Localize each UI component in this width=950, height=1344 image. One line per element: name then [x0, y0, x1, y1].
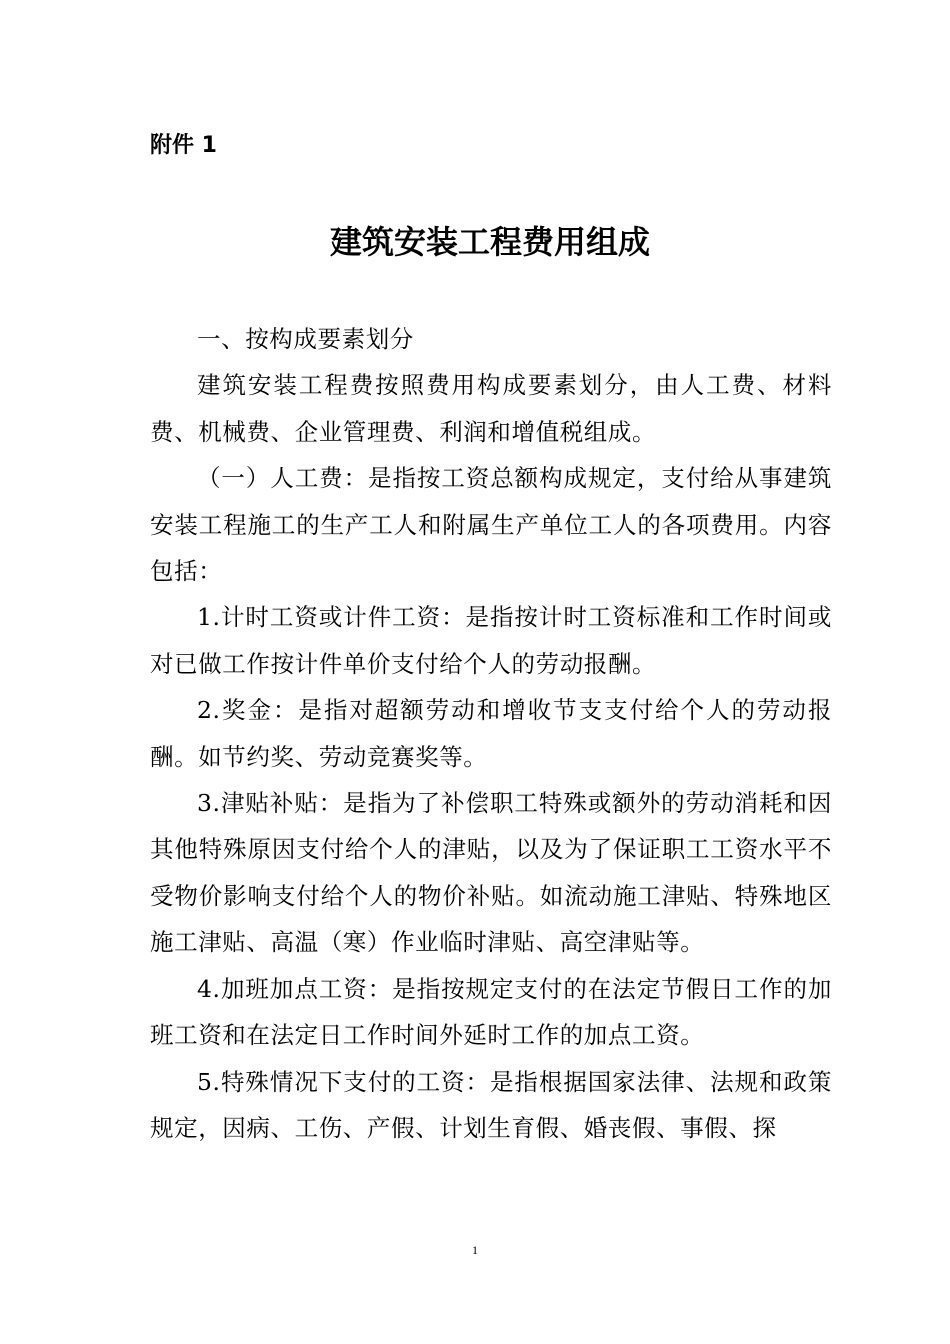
paragraph: 2.奖金：是指对超额劳动和增收节支支付给个人的劳动报酬。如节约奖、劳动竞赛奖等。 — [150, 696, 832, 771]
paragraph: 1.计时工资或计件工资：是指按计时工资标准和工作时间或对已做工作按计件单价支付给个人的劳动报酬。 — [150, 603, 832, 678]
body-text — [150, 316, 832, 1151]
paragraph: 5.特殊情况下支付的工资：是指根据国家法律、法规和政策规定，因病、工伤、产假、计划生育假、婚丧假、事假、探 — [150, 1067, 832, 1142]
paragraph: 4.加班加点工资：是指按规定支付的在法定节假日工作的加班工资和在法定日工作时间外延时工作的加点工资。 — [150, 974, 832, 1050]
attachment-label: 附件 1 — [150, 133, 217, 158]
section-heading: 一、按构成要素划分 — [197, 325, 414, 353]
paragraph: 建筑安装工程费按照费用构成要素划分，由人工费、材料费、机械费、企业管理费、利润和增值税组成。 — [150, 371, 832, 446]
page-number: 1 — [472, 1243, 478, 1257]
page-title: 建筑安装工程费用组成 — [329, 223, 650, 261]
paragraph: （一）人工费：是指按工资总额构成规定，支付给从事建筑安装工程施工的生产工人和附属生产单位工人的各项费用。内容包括： — [150, 464, 832, 586]
paragraph: 3.津贴补贴：是指为了补偿职工特殊或额外的劳动消耗和因其他特殊原因支付给个人的津贴，以及为了保证职工工资水平不受物价影响支付给个人的物价补贴。如流动施工津贴、特殊地区施工津贴、高温（寒）作业临时津贴、高空津贴等。 — [150, 789, 832, 957]
